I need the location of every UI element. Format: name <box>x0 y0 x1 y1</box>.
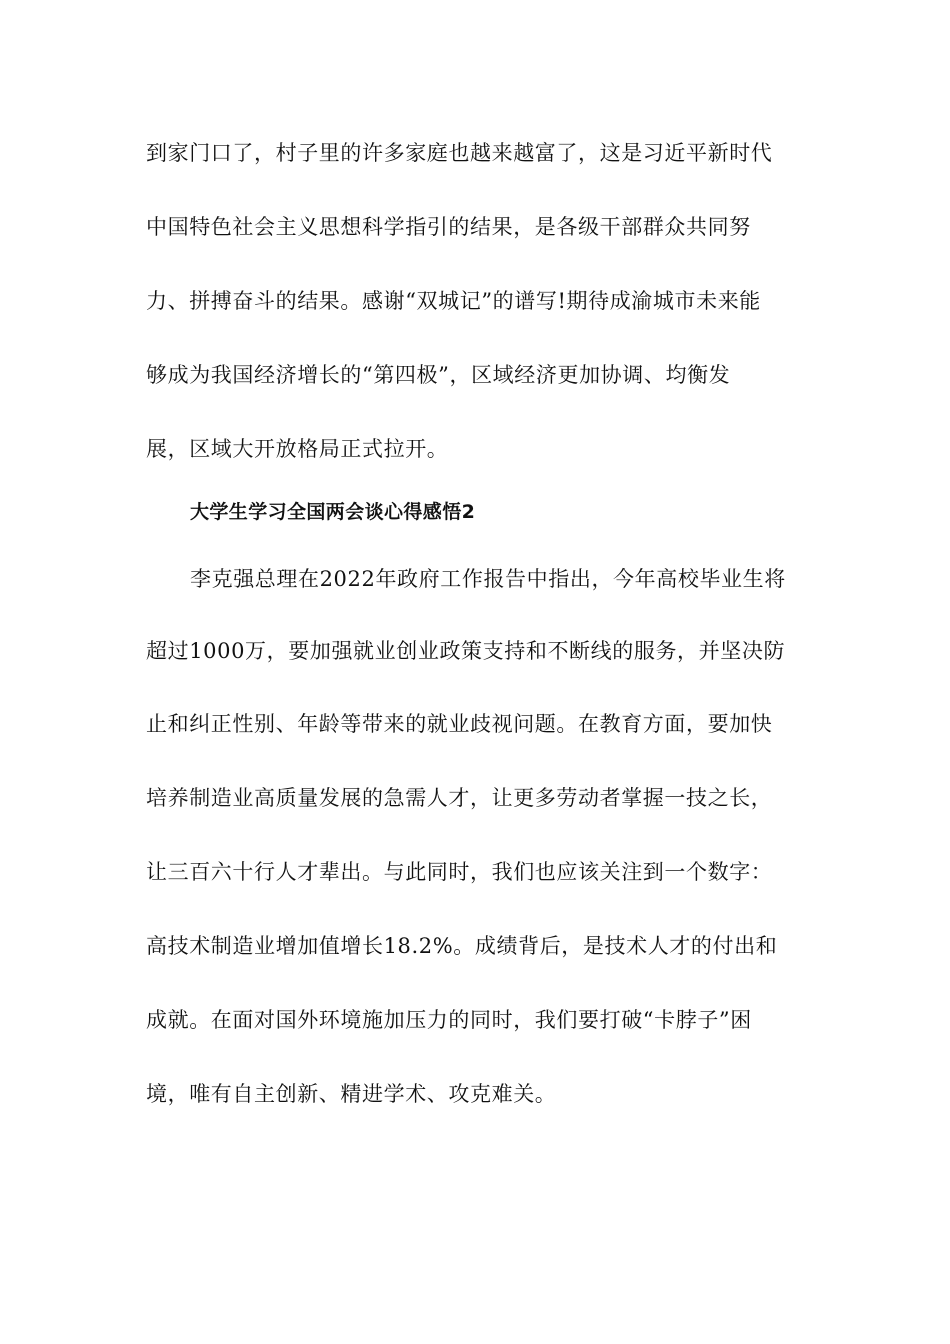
paragraph-line: 高技术制造业增加值增长18.2%。成绩背后，是技术人才的付出和 <box>146 934 778 958</box>
paragraph-line: 够成为我国经济增长的“第四极”，区域经济更加协调、均衡发 <box>146 363 731 387</box>
paragraph-line: 培养制造业高质量发展的急需人才，让更多劳动者掌握一技之长， <box>146 786 773 810</box>
paragraph-line: 止和纠正性别、年龄等带来的就业歧视问题。在教育方面，要加快 <box>146 712 773 736</box>
paragraph-line: 到家门口了，村子里的许多家庭也越来越富了，这是习近平新时代 <box>146 141 773 165</box>
paragraph-line: 力、拼搏奋斗的结果。感谢“双城记”的谱写!期待成渝城市未来能 <box>146 289 761 313</box>
paragraph-line: 展，区域大开放格局正式拉开。 <box>146 437 449 461</box>
paragraph-line: 超过1000万，要加强就业创业政策支持和不断线的服务，并坚决防 <box>146 639 786 663</box>
paragraph-line: 让三百六十行人才辈出。与此同时，我们也应该关注到一个数字： <box>146 860 773 884</box>
paragraph-line: 李克强总理在2022年政府工作报告中指出，今年高校毕业生将 <box>190 567 786 591</box>
paragraph-line: 中国特色社会主义思想科学指引的结果，是各级干部群众共同努 <box>146 215 751 239</box>
paragraph-line: 成就。在面对国外环境施加压力的同时，我们要打破“卡脖子”困 <box>146 1008 752 1032</box>
paragraph-line: 境，唯有自主创新、精进学术、攻克难关。 <box>146 1082 557 1106</box>
section-heading: 大学生学习全国两会谈心得感悟2 <box>190 501 476 523</box>
